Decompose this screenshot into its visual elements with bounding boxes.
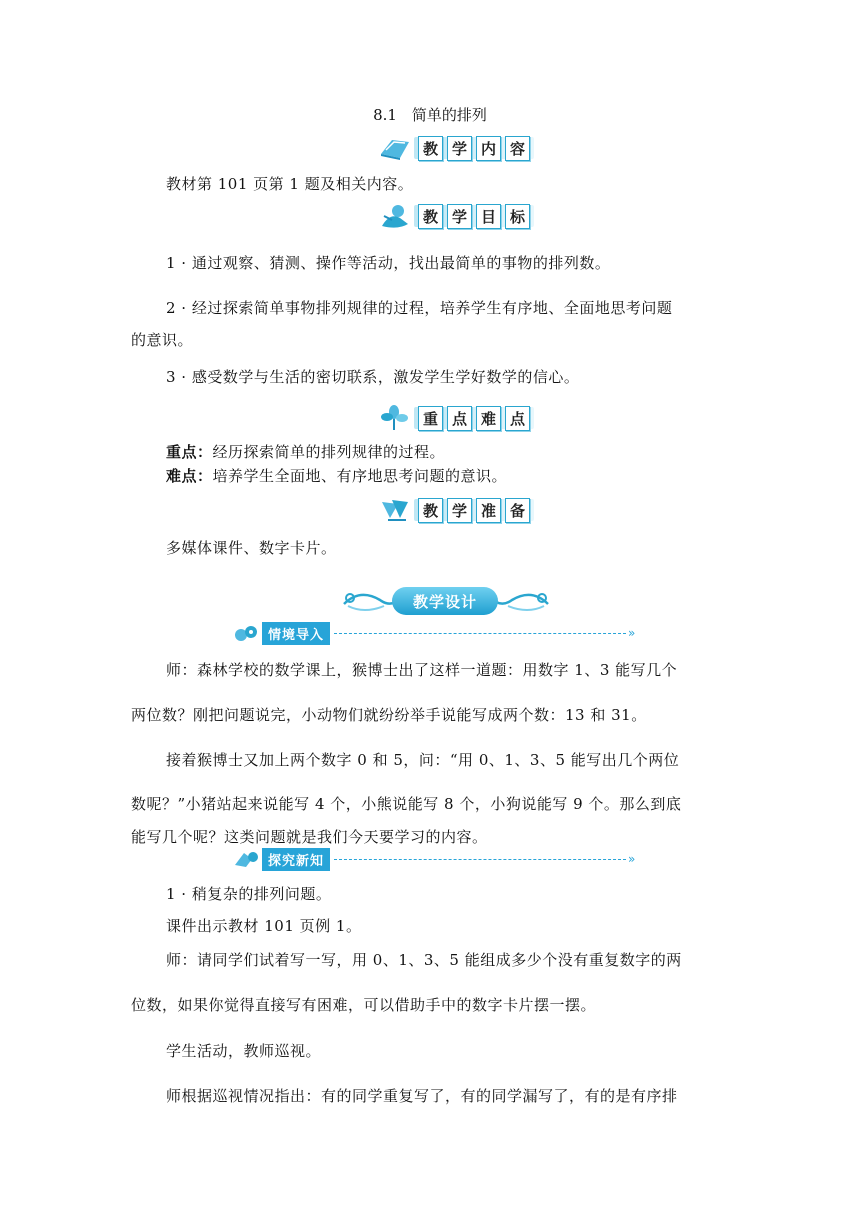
section-banner-prep — [378, 496, 530, 524]
explore-line-5: 学生活动，教师巡视。 — [166, 1042, 322, 1060]
key-point-label: 重点： — [166, 443, 213, 461]
section-char: 学 — [447, 136, 472, 161]
section-char: 学 — [447, 204, 472, 229]
explore-line-4: 位数，如果你觉得直接写有困难，可以借助手中的数字卡片摆一摆。 — [131, 996, 597, 1014]
section-char: 教 — [418, 204, 443, 229]
intro-line-4: 数呢？”小猪站起来说能写 4 个，小熊说能写 8 个，小狗说能写 9 个。那么到底 — [131, 795, 682, 813]
section-char: 教 — [418, 136, 443, 161]
explore-line-2: 课件出示教材 101 页例 1。 — [166, 917, 362, 935]
goal-2-line-2: 的意识。 — [131, 331, 194, 349]
goal-3: 3 · 感受数学与生活的密切联系，激发学生学好数学的信心。 — [166, 368, 580, 386]
goal-2-line-1: 2 · 经过探索简单事物排列规律的过程，培养学生有序地、全面地思考问题 — [166, 299, 673, 317]
section-char: 内 — [476, 136, 501, 161]
section-char: 标 — [505, 204, 530, 229]
key-point-body: 经历探索简单的排列规律的过程。 — [212, 443, 446, 461]
explore-line-1: 1 · 稍复杂的排列问题。 — [166, 885, 332, 903]
content-text: 教材第 101 页第 1 题及相关内容。 — [166, 175, 414, 193]
explore-tag — [232, 848, 635, 870]
book-icon — [378, 134, 412, 162]
difficult-point-label: 难点： — [166, 467, 213, 485]
teacher-icon — [378, 202, 412, 230]
section-char: 点 — [505, 406, 530, 431]
intro-tag-label: 情境导入 — [262, 622, 330, 645]
design-banner-label: 教学设计 — [392, 587, 498, 615]
section-char: 容 — [505, 136, 530, 161]
intro-line-3: 接着猴博士又加上两个数字 0 和 5，问：“用 0、1、3、5 能写出几个两位 — [166, 751, 680, 769]
difficult-point — [166, 465, 507, 486]
explore-icon — [232, 849, 260, 869]
section-char: 点 — [447, 406, 472, 431]
intro-tag — [232, 622, 635, 644]
flower-icon — [378, 404, 412, 432]
page-title: 8.1 简单的排列 — [373, 106, 487, 124]
arrow-icon: » — [628, 626, 636, 640]
section-banner-content — [378, 134, 530, 162]
intro-line-5: 能写几个呢？这类问题就是我们今天要学习的内容。 — [131, 828, 488, 846]
section-char: 备 — [505, 498, 530, 523]
section-char: 准 — [476, 498, 501, 523]
difficult-point-body: 培养学生全面地、有序地思考问题的意识。 — [212, 467, 508, 485]
section-banner-goals — [378, 202, 530, 230]
arrow-icon: » — [628, 852, 636, 866]
section-char: 难 — [476, 406, 501, 431]
intro-line-2: 两位数？刚把问题说完，小动物们就纷纷举手说能写成两个数：13 和 31。 — [131, 706, 647, 724]
section-char: 目 — [476, 204, 501, 229]
section-char: 重 — [418, 406, 443, 431]
explore-line-3: 师：请同学们试着写一写，用 0、1、3、5 能组成多少个没有重复数字的两 — [166, 951, 682, 969]
section-char: 教 — [418, 498, 443, 523]
explore-tag-label: 探究新知 — [262, 848, 330, 871]
goal-1: 1 · 通过观察、猜测、操作等活动，找出最简单的事物的排列数。 — [166, 254, 611, 272]
design-banner — [340, 584, 552, 620]
intro-divider — [334, 633, 626, 634]
intro-icon — [232, 623, 260, 643]
folder-icon — [378, 496, 412, 524]
key-point — [166, 441, 445, 462]
prep-text: 多媒体课件、数字卡片。 — [166, 539, 337, 557]
section-banner-keypoints — [378, 404, 530, 432]
section-char: 学 — [447, 498, 472, 523]
intro-line-1: 师：森林学校的数学课上，猴博士出了这样一道题：用数字 1、3 能写几个 — [166, 661, 678, 679]
explore-divider — [334, 859, 626, 860]
explore-line-6: 师根据巡视情况指出：有的同学重复写了，有的同学漏写了，有的是有序排 — [166, 1087, 678, 1105]
